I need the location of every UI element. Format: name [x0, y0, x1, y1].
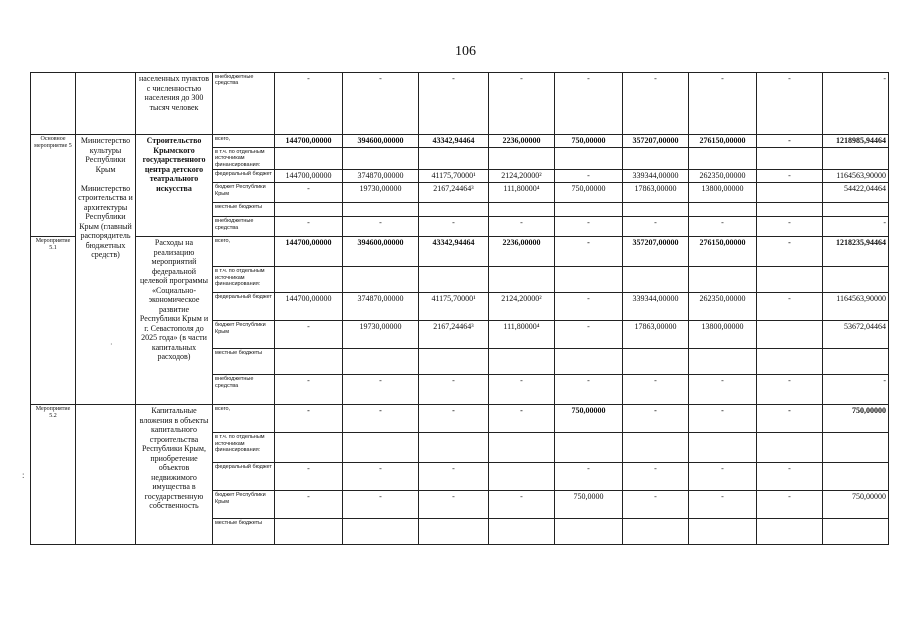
- funding-source-cell: всего,: [213, 237, 275, 267]
- value-cell: [757, 321, 823, 349]
- activity-name-cell: Расходы на реализацию мероприятий федеральной целевой программы «Социально-экономическое развитие Республики Крым и г. Севастополя до 2025 года» (в части капитальных расходов): [136, 237, 213, 405]
- value-cell: 2124,20000²: [489, 170, 555, 183]
- value-cell: [275, 267, 343, 293]
- value-cell: [343, 519, 419, 545]
- value-cell: [343, 148, 419, 170]
- value-cell: 43342,94464: [419, 237, 489, 267]
- value-cell: 13800,00000: [689, 321, 757, 349]
- value-cell: 262350,00000: [689, 293, 757, 321]
- funding-source-cell: федеральный бюджет: [213, 463, 275, 491]
- value-cell: [823, 519, 889, 545]
- value-cell: -: [689, 463, 757, 491]
- value-cell: [757, 203, 823, 217]
- value-cell: [555, 203, 623, 217]
- value-cell: [823, 349, 889, 375]
- value-cell: -: [623, 405, 689, 433]
- value-cell: 2236,00000: [489, 135, 555, 148]
- funding-source-cell: внебюджетные средства: [213, 73, 275, 135]
- value-cell: -: [823, 375, 889, 405]
- value-cell: 17863,00000: [623, 183, 689, 203]
- value-cell: 111,80000⁴: [489, 321, 555, 349]
- value-cell: -: [275, 321, 343, 349]
- scan-mark: :: [22, 470, 25, 480]
- value-cell: 750,00000: [555, 405, 623, 433]
- value-cell: 19730,00000: [343, 183, 419, 203]
- value-cell: -: [489, 73, 555, 135]
- value-cell: -: [689, 405, 757, 433]
- table-row: [31, 135, 889, 148]
- value-cell: -: [275, 217, 343, 237]
- value-cell: 1218985,94464: [823, 135, 889, 148]
- value-cell: -: [275, 73, 343, 135]
- activity-name-cell: населенных пунктов с численностью населения до 300 тысяч человек: [136, 73, 213, 135]
- value-cell: [555, 519, 623, 545]
- value-cell: -: [623, 491, 689, 519]
- activity-cell: Основное мероприятие 5: [31, 135, 76, 237]
- value-cell: -: [343, 375, 419, 405]
- value-cell: -: [275, 375, 343, 405]
- value-cell: [489, 433, 555, 463]
- value-cell: -: [275, 463, 343, 491]
- value-cell: 750,00000: [555, 135, 623, 148]
- value-cell: -: [555, 217, 623, 237]
- value-cell: [623, 148, 689, 170]
- value-cell: -: [823, 217, 889, 237]
- value-cell: -: [275, 183, 343, 203]
- value-cell: -: [757, 170, 823, 183]
- value-cell: -: [489, 491, 555, 519]
- value-cell: 1218235,94464: [823, 237, 889, 267]
- funding-source-cell: в т.ч. по отдельным источникам финансирования:: [213, 267, 275, 293]
- value-cell: [823, 203, 889, 217]
- value-cell: [343, 267, 419, 293]
- value-cell: [555, 349, 623, 375]
- page-number: 106: [455, 44, 476, 59]
- value-cell: 13800,00000: [689, 183, 757, 203]
- value-cell: [419, 519, 489, 545]
- funding-source-cell: федеральный бюджет: [213, 170, 275, 183]
- activity-cell: Мероприятие 5.2: [31, 405, 76, 545]
- value-cell: [343, 203, 419, 217]
- value-cell: -: [689, 491, 757, 519]
- value-cell: [823, 148, 889, 170]
- value-cell: -: [689, 375, 757, 405]
- value-cell: 54422,04464: [823, 183, 889, 203]
- value-cell: -: [555, 73, 623, 135]
- value-cell: 276150,00000: [689, 237, 757, 267]
- funding-source-cell: местные бюджеты: [213, 203, 275, 217]
- value-cell: [275, 203, 343, 217]
- value-cell: -: [623, 463, 689, 491]
- value-cell: [823, 463, 889, 491]
- value-cell: [555, 267, 623, 293]
- value-cell: -: [555, 321, 623, 349]
- value-cell: 144700,00000: [275, 170, 343, 183]
- value-cell: [757, 519, 823, 545]
- value-cell: -: [419, 491, 489, 519]
- value-cell: 144700,00000: [275, 293, 343, 321]
- funding-source-cell: бюджет Республики Крым: [213, 491, 275, 519]
- value-cell: -: [275, 405, 343, 433]
- activity-cell: Мероприятие 5.1: [31, 237, 76, 405]
- value-cell: [757, 267, 823, 293]
- funding-source-cell: всего,: [213, 405, 275, 433]
- value-cell: 2167,24464³: [419, 321, 489, 349]
- value-cell: -: [757, 237, 823, 267]
- value-cell: [689, 433, 757, 463]
- value-cell: 750,00000: [823, 491, 889, 519]
- value-cell: [823, 267, 889, 293]
- funding-source-cell: в т.ч. по отдельным источникам финансирования:: [213, 148, 275, 170]
- funding-source-cell: внебюджетные средства: [213, 375, 275, 405]
- value-cell: [343, 349, 419, 375]
- value-cell: -: [757, 463, 823, 491]
- value-cell: -: [343, 491, 419, 519]
- executor-cell: Министерство культуры Республики Крым Министерство строительства и архитектуры Республики Крым (главный распорядитель бюджетных средств): [76, 135, 136, 405]
- value-cell: 19730,00000: [343, 321, 419, 349]
- value-cell: -: [823, 73, 889, 135]
- value-cell: -: [555, 375, 623, 405]
- value-cell: [757, 148, 823, 170]
- funding-source-cell: бюджет Республики Крым: [213, 321, 275, 349]
- activity-name-cell: Капитальные вложения в объекты капитального строительства Республики Крым, приобретение объектов недвижимого имущества в государственную собственность: [136, 405, 213, 545]
- value-cell: [689, 148, 757, 170]
- value-cell: 144700,00000: [275, 237, 343, 267]
- value-cell: [689, 519, 757, 545]
- value-cell: -: [419, 73, 489, 135]
- value-cell: 41175,70000¹: [419, 293, 489, 321]
- funding-source-cell: местные бюджеты: [213, 349, 275, 375]
- activity-cell: [31, 73, 76, 135]
- value-cell: -: [757, 217, 823, 237]
- value-cell: [275, 148, 343, 170]
- value-cell: [689, 203, 757, 217]
- table-row: [31, 237, 889, 267]
- value-cell: -: [757, 405, 823, 433]
- value-cell: -: [419, 217, 489, 237]
- value-cell: [275, 433, 343, 463]
- value-cell: [489, 463, 555, 491]
- value-cell: [489, 519, 555, 545]
- value-cell: -: [757, 293, 823, 321]
- value-cell: 2124,20000²: [489, 293, 555, 321]
- value-cell: -: [343, 463, 419, 491]
- value-cell: [623, 519, 689, 545]
- value-cell: 374870,00000: [343, 170, 419, 183]
- value-cell: 750,00000: [555, 183, 623, 203]
- value-cell: -: [555, 293, 623, 321]
- executor-cell: [76, 405, 136, 545]
- value-cell: [757, 433, 823, 463]
- value-cell: [419, 349, 489, 375]
- value-cell: -: [757, 73, 823, 135]
- value-cell: [489, 203, 555, 217]
- value-cell: 339344,00000: [623, 170, 689, 183]
- value-cell: [555, 433, 623, 463]
- value-cell: 2236,00000: [489, 237, 555, 267]
- funding-source-cell: в т.ч. по отдельным источникам финансирования:: [213, 433, 275, 463]
- funding-source-cell: местные бюджеты: [213, 519, 275, 545]
- value-cell: [689, 349, 757, 375]
- value-cell: [419, 433, 489, 463]
- value-cell: 144700,00000: [275, 135, 343, 148]
- value-cell: [623, 203, 689, 217]
- value-cell: -: [343, 217, 419, 237]
- budget-table: [30, 72, 889, 545]
- value-cell: 17863,00000: [623, 321, 689, 349]
- value-cell: [689, 267, 757, 293]
- value-cell: -: [555, 463, 623, 491]
- value-cell: [343, 433, 419, 463]
- value-cell: 339344,00000: [623, 293, 689, 321]
- value-cell: [823, 433, 889, 463]
- value-cell: -: [419, 463, 489, 491]
- value-cell: [419, 203, 489, 217]
- value-cell: -: [689, 73, 757, 135]
- value-cell: 111,80000⁴: [489, 183, 555, 203]
- value-cell: [419, 148, 489, 170]
- funding-source-cell: внебюджетные средства: [213, 217, 275, 237]
- value-cell: 394600,00000: [343, 135, 419, 148]
- value-cell: -: [757, 135, 823, 148]
- value-cell: -: [623, 375, 689, 405]
- value-cell: 357207,00000: [623, 135, 689, 148]
- value-cell: -: [623, 73, 689, 135]
- funding-source-cell: всего,: [213, 135, 275, 148]
- value-cell: [489, 267, 555, 293]
- value-cell: -: [489, 405, 555, 433]
- value-cell: -: [757, 375, 823, 405]
- funding-source-cell: бюджет Республики Крым: [213, 183, 275, 203]
- value-cell: -: [489, 217, 555, 237]
- value-cell: -: [555, 237, 623, 267]
- value-cell: 2167,24464³: [419, 183, 489, 203]
- value-cell: -: [419, 405, 489, 433]
- value-cell: -: [343, 405, 419, 433]
- value-cell: 276150,00000: [689, 135, 757, 148]
- value-cell: [275, 519, 343, 545]
- value-cell: -: [489, 375, 555, 405]
- table-row: [31, 73, 889, 135]
- value-cell: [275, 349, 343, 375]
- value-cell: -: [275, 491, 343, 519]
- value-cell: -: [623, 217, 689, 237]
- value-cell: -: [757, 491, 823, 519]
- value-cell: [419, 267, 489, 293]
- value-cell: 41175,70000¹: [419, 170, 489, 183]
- value-cell: 750,00000: [823, 405, 889, 433]
- value-cell: [623, 349, 689, 375]
- value-cell: [555, 148, 623, 170]
- value-cell: -: [555, 170, 623, 183]
- value-cell: 53672,04464: [823, 321, 889, 349]
- value-cell: [757, 349, 823, 375]
- value-cell: 357207,00000: [623, 237, 689, 267]
- value-cell: [489, 349, 555, 375]
- value-cell: -: [343, 73, 419, 135]
- executor-cell: [76, 73, 136, 135]
- value-cell: 1164563,90000: [823, 170, 889, 183]
- table-row: [31, 405, 889, 433]
- value-cell: 262350,00000: [689, 170, 757, 183]
- value-cell: 374870,00000: [343, 293, 419, 321]
- value-cell: [757, 183, 823, 203]
- funding-source-cell: федеральный бюджет: [213, 293, 275, 321]
- value-cell: [623, 433, 689, 463]
- activity-name-cell: Строительство Крымского государственного центра детского театрального искусства: [136, 135, 213, 237]
- value-cell: -: [419, 375, 489, 405]
- value-cell: 750,0000: [555, 491, 623, 519]
- value-cell: [623, 267, 689, 293]
- value-cell: 43342,94464: [419, 135, 489, 148]
- value-cell: -: [689, 217, 757, 237]
- value-cell: 394600,00000: [343, 237, 419, 267]
- value-cell: [489, 148, 555, 170]
- value-cell: 1164563,90000: [823, 293, 889, 321]
- scan-mark: ·: [110, 340, 113, 349]
